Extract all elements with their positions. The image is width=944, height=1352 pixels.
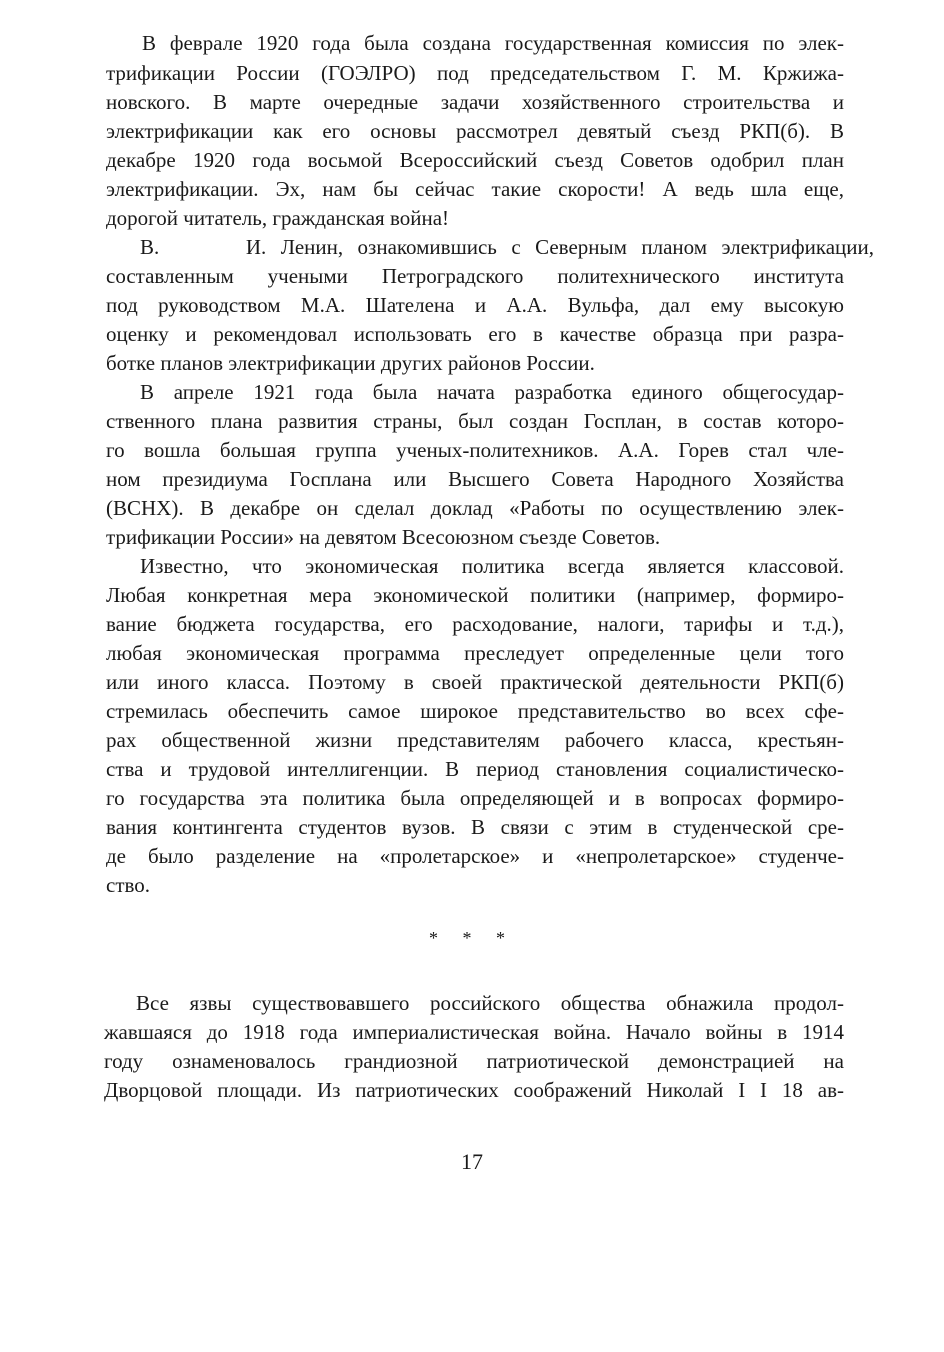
text-line: или иного класса. Поэтому в своей практической деятельности РКП(б) <box>106 670 844 694</box>
text-line: го вошла большая группа ученых-политехников. А.А. Горев стал чле- <box>106 438 844 462</box>
text-line: декабре 1920 года восьмой Всероссийский съезд Советов одобрил план <box>106 148 844 172</box>
text-line: де было разделение на «пролетарское» и «непролетарское» студенче- <box>106 844 844 868</box>
text-line: рах общественной жизни представителям рабочего класса, крестьян- <box>106 728 844 752</box>
text-line: году ознаменовалось грандиозной патриотической демонстрацией на <box>104 1049 844 1073</box>
text-line: трификации России (ГОЭЛРО) под председательством Г. М. Кржижа- <box>106 61 844 85</box>
text-line: составленным учеными Петроградского политехнического института <box>106 264 844 288</box>
text-line: вания контингента студентов вузов. В связи с этим в студенческой сре- <box>106 815 844 839</box>
text-line: ном президиума Госплана или Высшего Совета Народного Хозяйства <box>106 467 844 491</box>
text-line: В апреле 1921 года была начата разработка единого общегосудар- <box>140 380 844 404</box>
text-line: вание бюджета государства, его расходование, налоги, тарифы и т.д.), <box>106 612 844 636</box>
text-line: оценку и рекомендовал использовать его в качестве образца при разра- <box>106 322 844 346</box>
text-line: трификации России» на девятом Всесоюзном съезде Советов. <box>106 525 661 549</box>
text-line: под руководством М.А. Шателена и А.А. Вульфа, дал ему высокую <box>106 293 844 317</box>
text-line: го государства эта политика была определяющей и в вопросах формиро- <box>106 786 844 810</box>
text-line: ства и трудовой интеллигенции. В период становления социалистическо- <box>106 757 844 781</box>
text-line: стремилась обеспечить самое широкое представительство во всех сфе- <box>106 699 844 723</box>
text-line: ботке планов электрификации других районов России. <box>106 351 595 375</box>
text-line: ственного плана развития страны, был создан Госплан, в состав которо- <box>106 409 844 433</box>
page-number: 17 <box>461 1149 483 1174</box>
text-line: любая экономическая программа преследует определенные цели того <box>106 641 844 665</box>
text-line: Дворцовой площади. Из патриотических соображений Николай I I 18 ав- <box>104 1078 844 1102</box>
text-line: Все язвы существовавшего российского общества обнажила продол- <box>136 991 844 1015</box>
text-line: В. И. Ленин, ознакомившись с Северным планом электрификации, <box>140 235 874 259</box>
text-line: (ВСНХ). В декабре он сделал доклад «Работы по осуществлению элек- <box>106 496 844 520</box>
text-line: В феврале 1920 года была создана государственная комиссия по элек- <box>142 31 844 55</box>
text-line: жавшаяся до 1918 года империалистическая война. Начало войны в 1914 <box>104 1020 844 1044</box>
text-line: электрификации как его основы рассмотрел девятый съезд РКП(б). В <box>106 119 844 143</box>
text-line: электрификации. Эх, нам бы сейчас такие скорости! А ведь шла еще, <box>106 177 844 201</box>
text-line: Любая конкретная мера экономической политики (например, формиро- <box>106 583 844 607</box>
section-separator: * * * <box>429 928 515 948</box>
text-line: новского. В марте очередные задачи хозяйственного строительства и <box>106 90 844 114</box>
text-line: дорогой читатель, гражданская война! <box>106 206 450 230</box>
text-line: ство. <box>106 873 151 897</box>
text-line: Известно, что экономическая политика всегда является классовой. <box>140 554 844 578</box>
